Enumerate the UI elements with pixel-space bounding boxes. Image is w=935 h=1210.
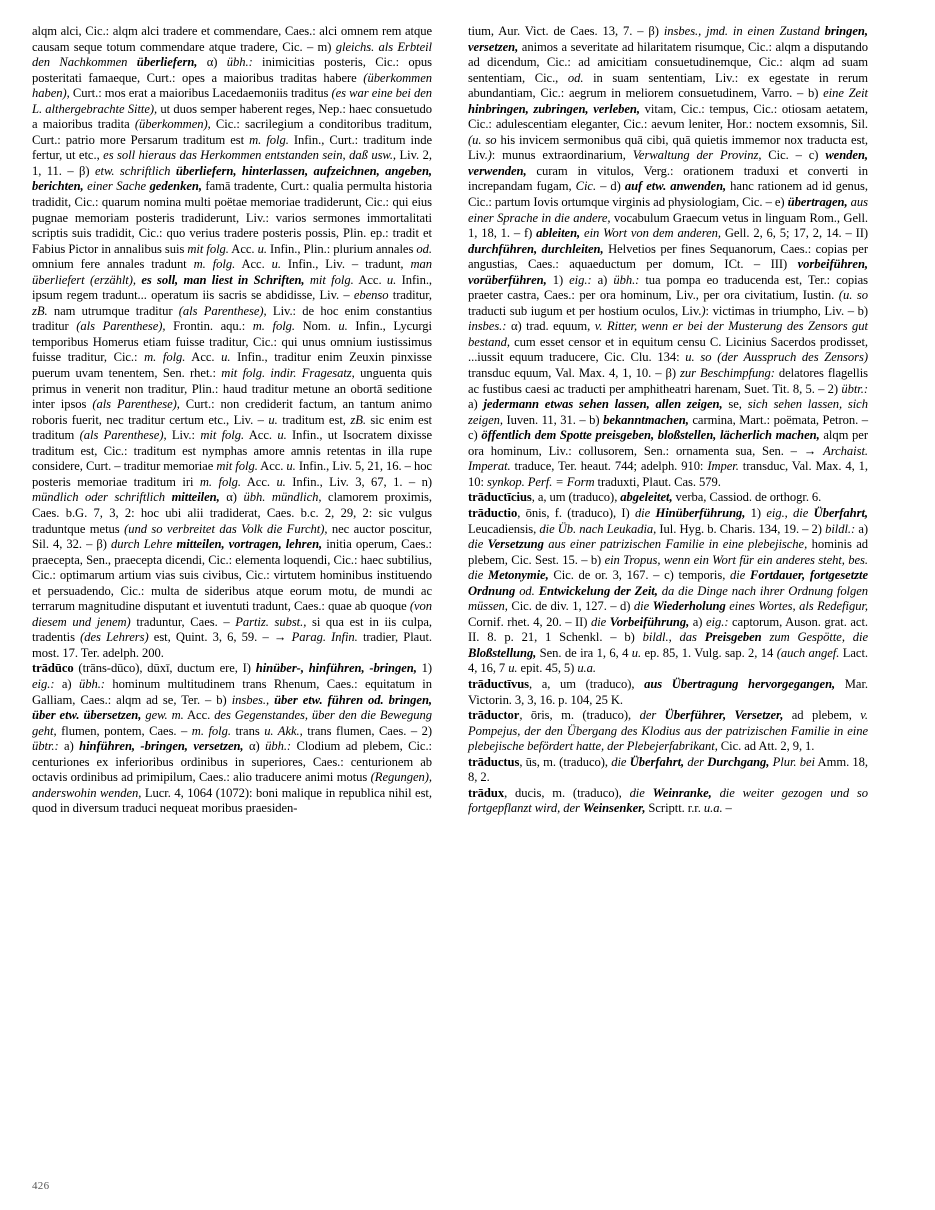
entry-traductor: trāductor, ōris, m. (traduco), der Überführer, Versetzer, ad plebem, v. Pompejus, der den Übergang des Klodius aus der patrizischen Familie in eine plebejische befördert hatte, der Plebejerfabrikant, Cic. ad Att. 2, 9, 1. — [468, 708, 868, 754]
entry-traduco-continuation: tium, Aur. Vict. de Caes. 13, 7. – β) insbes., jmd. in einen Zustand bringen, versetzen, animos a severitate ad hilaritatem risumque, Cic.: alqm a disputando ad dicendum, Cic.: ad amicitiam consuetudinemque, Cic.: alqm ad suam sententiam, Cic., od. in suam sententiam, Liv.: ex egestate in rerum abundantiam, Cic.: aegrum in meliorem consuetudinem, Varro. – b) eine Zeit hinbringen, zubringen, verleben, vitam, Cic.: tempus, Cic.: otiosam aetatem, Cic.: adulescentiam eleganter, Cic.: aevum leniter, Hor.: noctem exsomnis, Sil. (u. so his invicem sermonibus quā cibi, quā quietis immemor nox traducta est, Liv.): munus extraordinarium, Verwaltung der Provinz, Cic. – c) wenden, verwenden, curam in vitulos, Verg.: orationem traduxi et converti in increpandam fugam, Cic. – d) auf etw. anwenden, hanc rationem ad id genus, Cic.: partum Iovis ortumque virginis ad physiologiam, Cic. – e) übertragen, aus einer Sprache in die andere, vocabulum Graecum vetus in linguam Rom., Gell. 1, 18, 1. – f) ableiten, ein Wort von dem anderen, Gell. 2, 6, 5; 17, 2, 14. – II) durchführen, durchleiten, Helvetios per fines Sequanorum, Caes.: copias per angustias, Caes.: aquaeductum per domum, ICt. – III) vorbeiführen, vorüberführen, 1) eig.: a) übh.: tua pompa eo traducenda est, Ter.: copias praeter castra, Caes.: per ora hominum, Liv., per ora civitatium, Iustin. (u. so traducti sub iugum et per hostium oculos, Liv.): victimas in triumpho, Liv. – b) insbes.: α) trad. equum, v. Ritter, wenn er bei der Musterung des Zensors gut bestand, cum esset censor et in equitum censu C. Licinius Sacerdos prodisset, ...iussit equum traducere, Cic. Clu. 134: u. so (der Ausspruch des Zensors) transduc equum, Val. Max. 4, 1, 10. – β) zur Beschimpfung: delatores flagellis ac fustibus caesi ac traducti per amphitheatri harenam, Suet. Tit. 8, 5. – 2) übtr.: a) jedermann etwas sehen lassen, allen zeigen, se, sich sehen lassen, sich zeigen, Iuven. 11, 31. – b) bekanntmachen, carmina, Mart.: poëmata, Petron. – c) öffentlich dem Spotte preisgeben, bloßstellen, lächerlich machen, alqm per ora hominum, Liv.: collusorem, Sen.: ornamenta sua, Sen. – → Archaist. Imperat. traduce, Ter. heaut. 744; adelph. 910: Imper. transduc, Val. Max. 4, 1, 10: synkop. Perf. = Form traduxti, Plaut. Cas. 579. — [468, 24, 869, 489]
right-column — [468, 24, 868, 817]
entry-tradux: trādux, ducis, m. (traduco), die Weinranke, die weiter gezogen und so fortgepflanzt wird, der Weinsenker, Scriptt. r.r. u.a. – — [468, 785, 869, 816]
entry-traductivus: trāductīvus, a, um (traduco), aus Übertragung hervorgegangen, Mar. Victorin. 3, 3, 16. p. 104, 25 K. — [468, 676, 868, 707]
entry-traductio: trāductio, ōnis, f. (traduco), I) die Hinüberführung, 1) eig., die Überfahrt, Leucadiensis, die Üb. nach Leukadia, Iul. Hyg. b. Charis. 134, 19. – 2) bildl.: a) die Versetzung aus einer patrizischen Familie in eine plebejische, hominis ad plebem, Cic. Sest. 15. – b) ein Tropus, wenn ein Wort für ein anderes steht, bes. die Metonymie, Cic. de or. 3, 167. – c) temporis, die Fortdauer, fortgesetzte Ordnung od. Entwickelung der Zeit, da die Dinge nach ihrer Ordnung folgen müssen, Cic. de div. 1, 127. – d) die Wiederholung eines Wortes, als Redefigur, Cornif. rhet. 4, 20. – II) die Vorbeiführung, a) eig.: captorum, Auson. grat. act. II. 8. p. 21, 1 Schenkl. – b) bildl., das Preisgeben zum Gespötte, die Bloßstellung, Sen. de ira 1, 6, 4 u. ep. 85, 1. Vulg. sap. 2, 14 (auch angef. Lact. 4, 16, 7 u. epit. 45, 5) u.a. — [468, 505, 869, 676]
page-columns — [32, 24, 903, 1136]
page-number: 426 — [32, 1180, 50, 1192]
entry-traduco: trādūco (trāns-dūco), dūxī, ductum ere, I) hinüber-, hinführen, -bringen, 1) eig.: a) übh.: hominum multitudinem trans Rhenum, Caes.: equitatum in Galliam, Caes.: alqm ad se, Ter. – b) insbes., über etw. führen od. bringen, über etw. übersetzen, gew. m. Acc. des Gegenstandes, über den die Bewegung geht, flumen, pontem, Caes. – m. folg. trans u. Akk., trans flumen, Caes. – 2) übtr.: a) hinführen, -bringen, versetzen, α) übh.: Clodium ad plebem, Cic.: centuriones ex inferioribus ordinibus in superiores, Caes.: centurionem ab octavis ordinibus ad primipilum, Caes.: alio traducere animi motus (Regungen), anderswohin wenden, Lucr. 4, 1064 (1072): boni malique in republica nihil est, quod in diversum traduci nequeat moribus praesiden- — [32, 661, 432, 816]
left-column — [32, 24, 432, 817]
entry-traducticius: trāductīcius, a, um (traduco), abgeleitet, verba, Cassiod. de orthogr. 6. — [468, 490, 822, 505]
entry-trado-continuation: alqm alci, Cic.: alqm alci tradere et commendare, Caes.: alci omnem rem atque causam seque totum commendare atque tradere, Cic. – m) gleichs. als Erbteil den Nachkommen überliefern, α) übh.: inimicitias posteris, Cic.: opus posteritati famaeque, Curt.: opes a maioribus traditas habere (überkommen haben), Curt.: mos erat a maioribus Lacedaemoniis traditus (es war eine bei den L. althergebrachte Sitte), ut duos semper haberent reges, Nep.: haec consuetudo a maioribus tradita (überkommen), Cic.: sacrilegium a conditoribus traditum, Curt.: patrio more Persarum traditum est m. folg. Infin., Curt.: traditum inde fertur, ut etc., es soll hieraus das Herkommen entstanden sein, daß usw., Liv. 2, 1, 11. – β) etw. schriftlich überliefern, hinterlassen, aufzeichnen, angeben, berichten, einer Sache gedenken, famā tradente, Curt.: qualia permulta historia tradidit, Cic.: quarum nomina multi poëtae memoriae tradiderunt, Cic.: qui eius pugnae memoriam posteris tradiderunt, Liv.: varios sermones immortalitati scriptis suis tradidit, Cic.: quo verius tradere posteris possis, Plin. ep.: tradit et Fabius Pictor in annalibus suis mit folg. Acc. u. Infin., Plin.: plurium annales od. omnium fere annales tradunt m. folg. Acc. u. Infin., Liv. – tradunt, man überliefert (erzählt), es soll, man liest in Schriften, mit folg. Acc. u. Infin., ipsum regem tradunt... operatum iis sacris se abdidisse, Liv. – ebenso traditur, zB. nam utrumque traditur (als Parenthese), Liv.: de hoc enim constantius traditur (als Parenthese), Frontin. aqu.: m. folg. Nom. u. Infin., Lycurgi temporibus Homerus etiam fuisse traditur, Cic.: qui unus omnium iustissimus fuisse traditur, Cic.: m. folg. Acc. u. Infin., traditur enim Zeuxin pinxisse puerum uvam tenentem, Sen. rhet.: mit folg. indir. Fragesatz, unguenta quis primus in venerit non traditur, Plin.: haud traditur metune an obortā seditione inter ipsos (als Parenthese), Curt.: non crediderit factum, an tantum animo roboris fuerit, nec traditur certum etc., Liv. – u. traditum est, zB. sic enim est traditum (als Parenthese), Liv.: mit folg. Acc. u. Infin., ut Isocratem dixisse traditum est, Cic.: traditum est nymphas amore amnis retentas in illa rupe considere, Curt. – traditur memoriae mit folg. Acc. u. Infin., Liv. 5, 21, 16. – hoc posteris memoriae traditum iri m. folg. Acc. u. Infin., Liv. 3, 67, 1. – n) mündlich oder schriftlich mitteilen, α) übh. mündlich, clamorem proximis, Caes. b.G. 7, 3, 2: hoc ubi alii tradiderat, Caes. b.c. 2, 29, 2: sic vulgus traduntque metus (und so verbreitet das Volk die Furcht), nec auctor poscitur, Sil. 4, 32. – β) durch Lehre mitteilen, vortragen, lehren, initia operum, Caes.: praecepta, Sen., praecepta dicendi, Cic.: elementa loquendi, Cic.: haec subtilius, Cic.: optimarum artium vias suis civibus, Cic.: virtutem hominibus instituendo et persuadendo, Cic.: multa de sideribus atque eorum motu, de mundi ac terrarum magnitudine disputant et iuventuti tradunt, Caes.: quae ab quoque (von diesem und jenem) traduntur, Caes. – Partiz. subst., si qua est in iis culpa, tradentis (des Lehrers) est, Quint. 3, 6, 59. – → Parag. Infin. tradier, Plaut. most. 17. Ter. adelph. 200. — [32, 24, 433, 660]
entry-traductus: trāductus, ūs, m. (traduco), die Überfahrt, der Durchgang, Plur. bei Amm. 18, 8, 2. — [468, 754, 869, 785]
